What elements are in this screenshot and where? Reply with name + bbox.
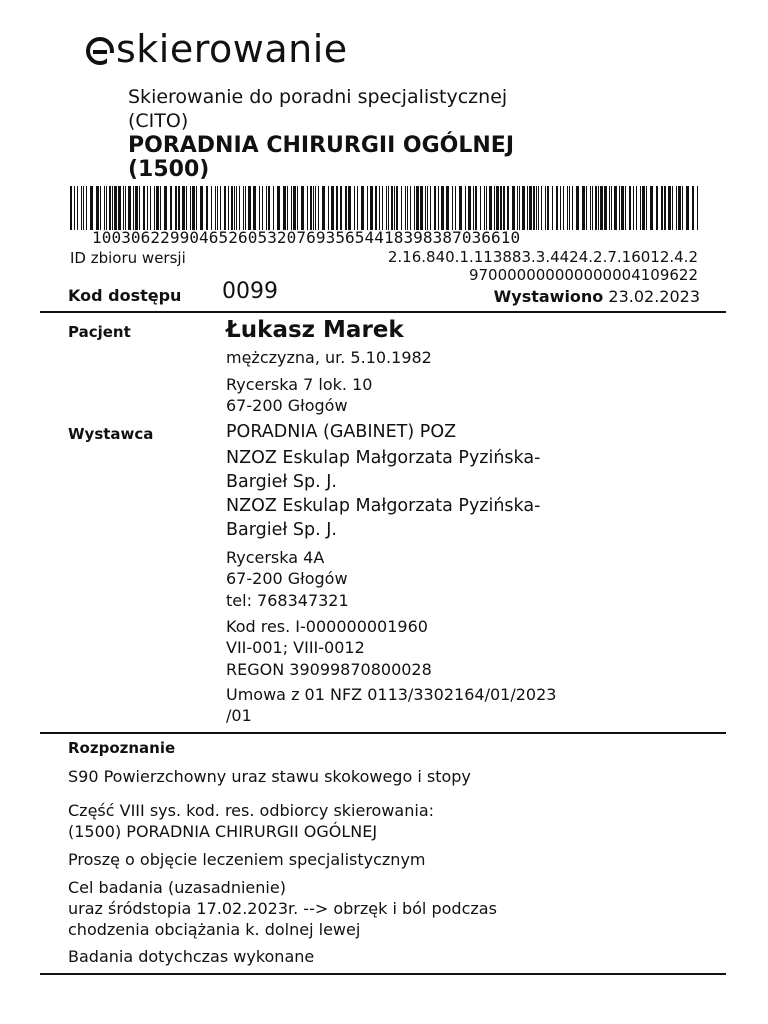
barcode-bar (273, 186, 274, 230)
patient-label: Pacjent (68, 323, 131, 341)
barcode-bar (90, 186, 93, 230)
barcode-bar (211, 186, 212, 230)
barcode-bar (552, 186, 553, 230)
barcode-bar (336, 186, 338, 230)
barcode-bar (106, 186, 107, 230)
barcode-bar (567, 186, 568, 230)
barcode-bar (441, 186, 444, 230)
barcode-bar (147, 186, 148, 230)
barcode-bar (224, 186, 226, 230)
barcode-bar (586, 186, 587, 230)
barcode-bar (512, 186, 515, 230)
goal-line-1: uraz śródstopia 17.02.2023r. --> obrzęk i ból podczas (68, 899, 497, 918)
version-id-value-1: 2.16.840.1.113883.3.4424.2.7.16012.4.2 (387, 248, 698, 266)
barcode-bar (600, 186, 603, 230)
barcode-bar (123, 186, 124, 230)
barcode-bar (74, 186, 75, 230)
barcode-bar (215, 186, 216, 230)
barcode-bar (248, 186, 251, 230)
barcode-bar (396, 186, 398, 230)
version-id-label: ID zbioru wersji (70, 249, 186, 267)
barcode-bar (636, 186, 637, 230)
barcode-bar (517, 186, 518, 230)
barcode-bar (386, 186, 387, 230)
barcode-bar (536, 186, 537, 230)
issuer-unit: PORADNIA (GABINET) POZ (226, 422, 457, 442)
barcode-bar (139, 186, 140, 230)
barcode-bar (496, 186, 499, 230)
barcode-bar (156, 186, 159, 230)
barcode-bar (425, 186, 426, 230)
barcode-bar (125, 186, 126, 230)
issuer-name-2a: NZOZ Eskulap Małgorzata Pyzińska- (226, 496, 541, 516)
diagnosis-label: Rozpoznanie (68, 739, 176, 757)
barcode-bar (277, 186, 280, 230)
barcode-bar (259, 186, 260, 230)
barcode-bar (590, 186, 591, 230)
barcode-bar (228, 186, 229, 230)
barcode-bar (427, 186, 428, 230)
barcode-bar (598, 186, 599, 230)
barcode-bar (253, 186, 256, 230)
barcode-bar (430, 186, 431, 230)
barcode-bar (83, 186, 84, 230)
clinic-name: PORADNIA CHIRURGII OGÓLNEJ (128, 133, 515, 158)
barcode-bar (196, 186, 197, 230)
barcode-bar (507, 186, 509, 230)
barcode-bar (414, 186, 415, 230)
barcode-bar (619, 186, 620, 230)
barcode-bar (178, 186, 180, 230)
barcode-bar (503, 186, 505, 230)
barcode-bar (538, 186, 539, 230)
barcode-bar (434, 186, 436, 230)
barcode-bar (154, 186, 155, 230)
barcode-bar (629, 186, 631, 230)
logo-text: skierowanie (116, 27, 348, 71)
goal-label: Cel badania (uzasadnienie) (68, 878, 286, 897)
access-code-label: Kod dostępu (68, 286, 182, 305)
barcode-bar (576, 186, 579, 230)
barcode-bar (200, 186, 203, 230)
barcode-bar (484, 186, 485, 230)
barcode-bar (609, 186, 610, 230)
barcode-bar (331, 186, 334, 230)
barcode-bar (556, 186, 558, 230)
barcode-bar (104, 186, 105, 230)
barcode-bar (420, 186, 423, 230)
barcode-bar (611, 186, 612, 230)
barcode-bar (682, 186, 683, 230)
barcode-bar (672, 186, 673, 230)
barcode-bar (382, 186, 383, 230)
barcode-bar (239, 186, 240, 230)
barcode-bar (109, 186, 111, 230)
barcode-bar (625, 186, 626, 230)
barcode-bar (310, 186, 312, 230)
barcode-bar (391, 186, 393, 230)
barcode-bar (217, 186, 218, 230)
issuer-phone: tel: 768347321 (226, 591, 349, 610)
barcode-bar (480, 186, 481, 230)
issue-date-value: 23.02.2023 (608, 287, 700, 306)
barcode-bar (301, 186, 304, 230)
barcode-bar (438, 186, 439, 230)
access-code-value: 0099 (222, 279, 278, 304)
barcode-bar (468, 186, 471, 230)
barcode-bar (595, 186, 597, 230)
barcode-bar (621, 186, 624, 230)
barcode-bar (633, 186, 634, 230)
barcode-bar (143, 186, 145, 230)
barcode-bar (367, 186, 368, 230)
barcode-bar (522, 186, 525, 230)
barcode-bar (452, 186, 453, 230)
barcode-bar (370, 186, 373, 230)
barcode-bar (96, 186, 99, 230)
divider-top (40, 311, 726, 313)
barcode-bar (446, 186, 449, 230)
barcode-bar (582, 186, 585, 230)
barcode-bar (318, 186, 319, 230)
barcode-bar (541, 186, 542, 230)
goal-line-2: chodzenia obciążania k. dolnej lewej (68, 920, 361, 939)
issuer-name-1b: Bargieł Sp. J. (226, 472, 337, 492)
barcode-bar (133, 186, 134, 230)
barcode-bar (135, 186, 138, 230)
barcode-bar (243, 186, 244, 230)
barcode-bar (150, 186, 151, 230)
barcode-bar (494, 186, 495, 230)
barcode-bar (455, 186, 456, 230)
barcode-bar (192, 186, 195, 230)
barcode-bar (676, 186, 677, 230)
barcode-bar (686, 186, 689, 230)
barcode-bar (646, 186, 647, 230)
barcode-bar (245, 186, 246, 230)
barcode-bar (678, 186, 681, 230)
barcode-bar (401, 186, 402, 230)
barcode-bar (206, 186, 208, 230)
clinic-code: (1500) (128, 157, 210, 182)
barcode-bar (545, 186, 546, 230)
barcode-bar (70, 186, 72, 230)
barcode-bar (77, 186, 78, 230)
barcode-bar (640, 186, 641, 230)
barcode-bar (287, 186, 288, 230)
barcode-bar (614, 186, 617, 230)
barcode-number: 10030622990465260532076935654418398387036610 (92, 228, 521, 247)
issuer-regon: REGON 39099870800028 (226, 660, 432, 679)
barcode-bar (164, 186, 167, 230)
eskierowanie-logo (86, 27, 348, 71)
patient-address-1: Rycerska 7 lok. 10 (226, 375, 373, 394)
barcode-bar (642, 186, 645, 230)
barcode-bar (650, 186, 653, 230)
barcode-bar (692, 186, 694, 230)
barcode-bar (100, 186, 101, 230)
barcode-bar (86, 186, 87, 230)
barcode-bar (465, 186, 466, 230)
barcode-bar (475, 186, 477, 230)
previous-tests: Badania dotychczas wykonane (68, 947, 315, 966)
barcode-bar (473, 186, 474, 230)
barcode-bar (500, 186, 502, 230)
barcode-bar (345, 186, 347, 230)
barcode-bar (519, 186, 520, 230)
version-id-value-2: 970000000000000004109622 (468, 266, 698, 284)
barcode-bar (416, 186, 419, 230)
barcode-bar (293, 186, 296, 230)
barcode-bar (81, 186, 82, 230)
barcode-bar (563, 186, 564, 230)
barcode-bar (697, 186, 698, 230)
barcode (70, 186, 698, 230)
barcode-bar (170, 186, 172, 230)
patient-info: mężczyzna, ur. 5.10.1982 (226, 348, 432, 367)
recipient-part-1: Część VIII sys. kod. res. odbiorcy skierowania: (68, 801, 435, 820)
barcode-bar (283, 186, 286, 230)
barcode-bar (348, 186, 351, 230)
barcode-bar (236, 186, 237, 230)
logo-e-glyph (86, 37, 114, 65)
patient-name: Łukasz Marek (226, 317, 404, 343)
issuer-codes: VII-001; VIII-0012 (226, 638, 365, 657)
barcode-bar (388, 186, 389, 230)
barcode-bar (592, 186, 593, 230)
recipient-part-2: (1500) PORADNIA CHIRURGII OGÓLNEJ (68, 822, 378, 841)
barcode-bar (379, 186, 380, 230)
barcode-bar (664, 186, 666, 230)
patient-address-2: 67-200 Głogów (226, 396, 348, 415)
barcode-bar (560, 186, 561, 230)
issuer-name-1a: NZOZ Eskulap Małgorzata Pyzińska- (226, 448, 541, 468)
barcode-bar (661, 186, 663, 230)
barcode-bar (328, 186, 329, 230)
barcode-bar (340, 186, 342, 230)
barcode-bar (160, 186, 161, 230)
issuer-address-2: 67-200 Głogów (226, 569, 348, 588)
barcode-bar (533, 186, 535, 230)
barcode-bar (266, 186, 267, 230)
issuer-label: Wystawca (68, 425, 154, 443)
barcode-bar (297, 186, 298, 230)
barcode-bar (547, 186, 549, 230)
barcode-bar (357, 186, 358, 230)
divider-middle (40, 732, 726, 734)
barcode-bar (190, 186, 191, 230)
referral-title: Skierowanie do poradni specjalistycznej (128, 86, 508, 108)
issue-date-label: Wystawiono (493, 287, 604, 306)
diagnosis-icd: S90 Powierzchowny uraz stawu skokowego i stopy (68, 767, 471, 786)
divider-bottom (40, 973, 726, 975)
barcode-bar (656, 186, 658, 230)
barcode-bar (375, 186, 377, 230)
barcode-bar (410, 186, 411, 230)
issuer-contract-2: /01 (226, 706, 252, 725)
barcode-bar (668, 186, 671, 230)
issuer-contract-1: Umowa z 01 NFZ 0113/3302164/01/2023 (226, 685, 557, 704)
barcode-bar (572, 186, 573, 230)
barcode-bar (118, 186, 121, 230)
barcode-bar (604, 186, 607, 230)
barcode-bar (486, 186, 487, 230)
barcode-bar (361, 186, 364, 230)
barcode-bar (394, 186, 395, 230)
issuer-name-2b: Bargieł Sp. J. (226, 520, 337, 540)
issuer-kod-res: Kod res. I-000000001960 (226, 617, 428, 636)
barcode-bar (315, 186, 316, 230)
barcode-bar (231, 186, 233, 230)
barcode-bar (322, 186, 325, 230)
barcode-bar (175, 186, 177, 230)
barcode-bar (489, 186, 492, 230)
barcode-bar (262, 186, 263, 230)
barcode-bar (459, 186, 462, 230)
barcode-bar (291, 186, 292, 230)
barcode-bar (268, 186, 270, 230)
barcode-bar (307, 186, 308, 230)
barcode-bar (569, 186, 570, 230)
barcode-bar (313, 186, 314, 230)
barcode-bar (220, 186, 221, 230)
barcode-bar (128, 186, 131, 230)
barcode-bar (182, 186, 185, 230)
barcode-bar (112, 186, 113, 230)
barcode-bar (354, 186, 355, 230)
referral-urgency: (CITO) (128, 110, 189, 132)
issuer-address-1: Rycerska 4A (226, 548, 325, 567)
barcode-bar (407, 186, 408, 230)
barcode-bar (186, 186, 187, 230)
barcode-bar (527, 186, 528, 230)
barcode-bar (234, 186, 235, 230)
barcode-bar (114, 186, 117, 230)
barcode-bar (529, 186, 532, 230)
issue-date (494, 286, 700, 307)
treatment-request: Proszę o objęcie leczeniem specjalistycznym (68, 850, 426, 869)
barcode-bar (405, 186, 406, 230)
